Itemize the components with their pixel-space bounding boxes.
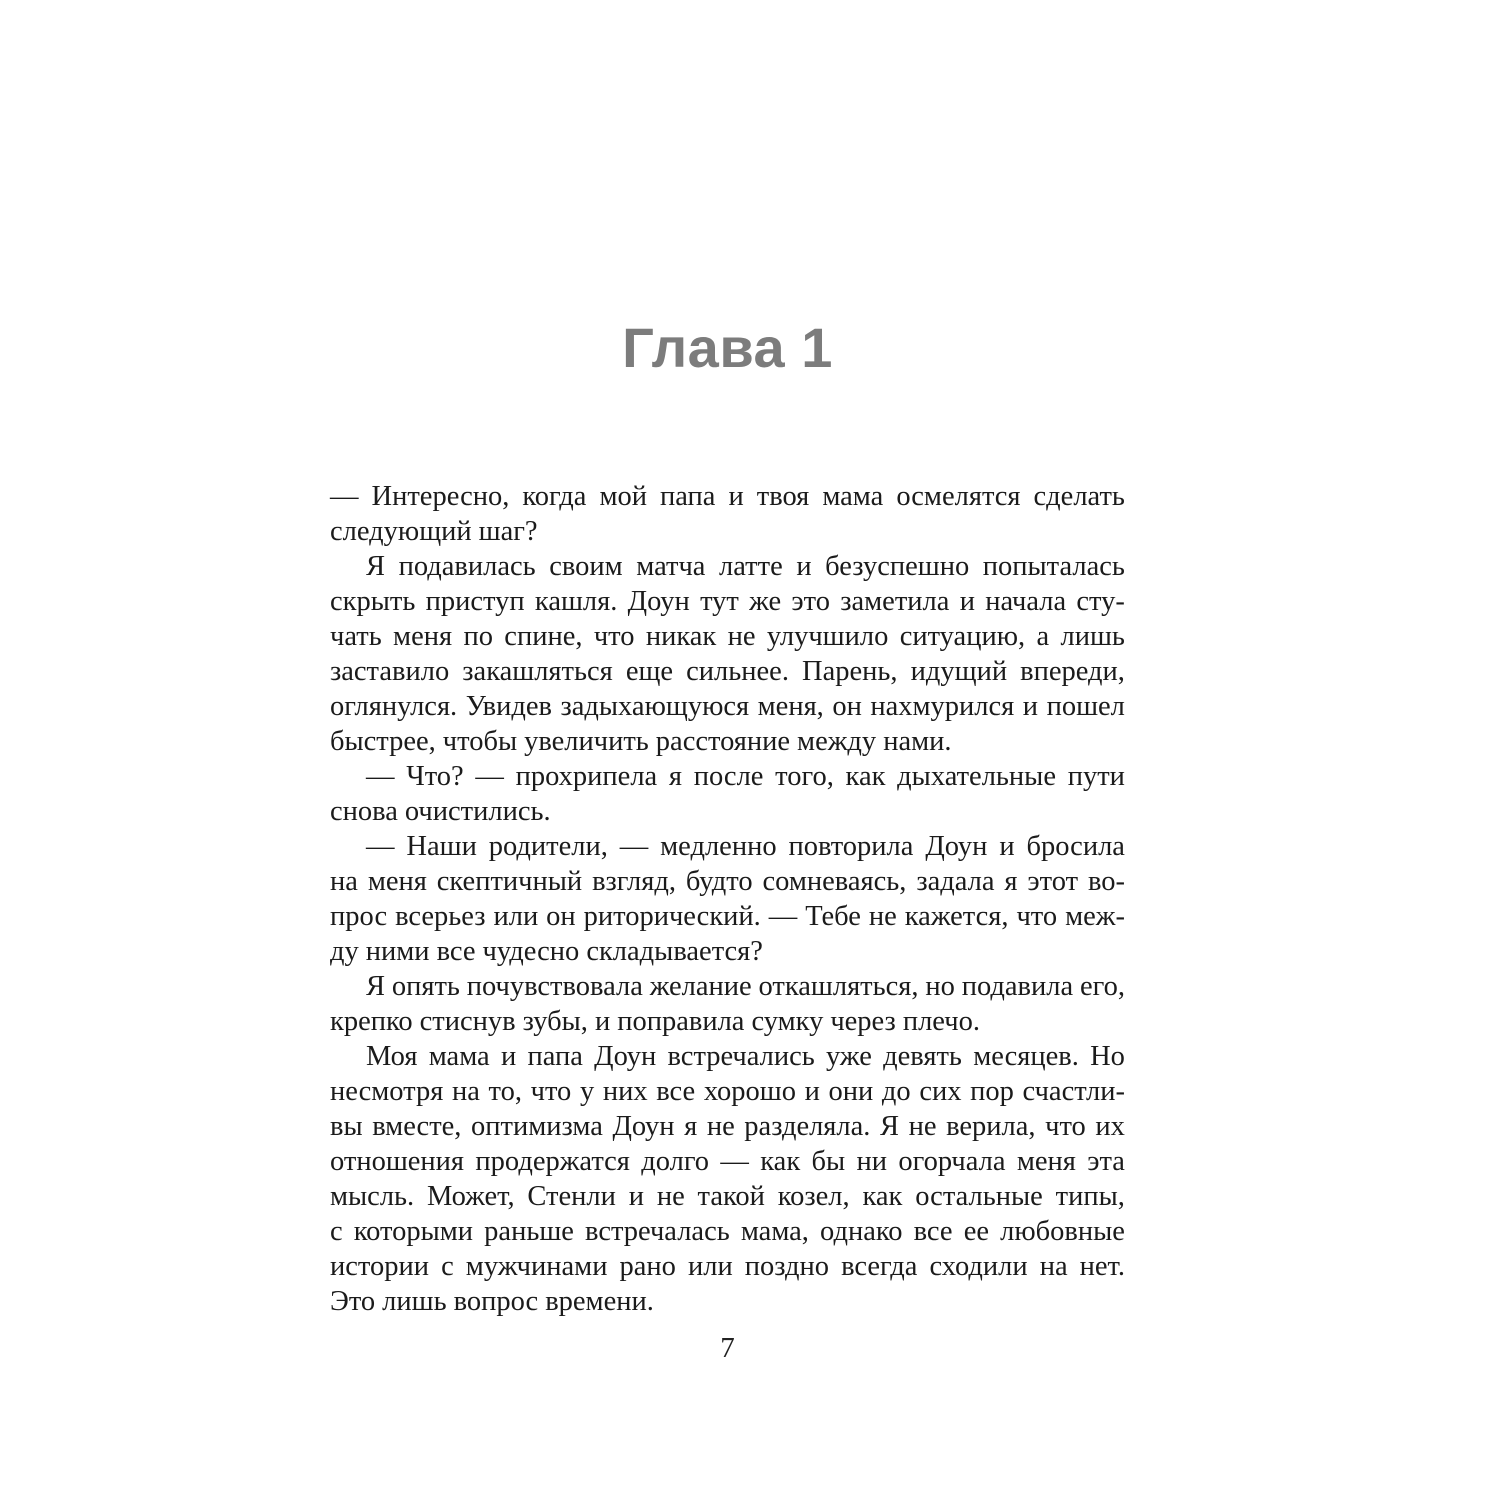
- text-line: следующий шаг?: [330, 516, 538, 547]
- text-line: истории с мужчинами рано или поздно всегда сходили на нет.: [330, 1251, 1125, 1282]
- text-line: оглянулся. Увидев задыхающуюся меня, он нахмурился и пошел: [330, 691, 1125, 722]
- text-line: заставило закашляться еще сильнее. Парень, идущий впереди,: [330, 656, 1125, 687]
- text-line: крепко стиснув зубы, и поправила сумку через плечо.: [330, 1006, 980, 1037]
- text-line: Я опять почувствовала желание откашляться, но подавила его,: [366, 971, 1125, 1002]
- text-line: ду ними все чудесно складывается?: [330, 936, 763, 967]
- text-line: отношения продержатся долго — как бы ни огорчала меня эта: [330, 1146, 1125, 1177]
- text-line: — Наши родители, — медленно повторила Доун и бросила: [366, 831, 1125, 862]
- text-line: снова очистились.: [330, 796, 551, 827]
- text-line: быстрее, чтобы увеличить расстояние между нами.: [330, 726, 952, 757]
- text-line: мысль. Может, Стенли и не такой козел, как остальные типы,: [330, 1181, 1125, 1212]
- text-line: Это лишь вопрос времени.: [330, 1286, 654, 1317]
- text-line: на меня скептичный взгляд, будто сомневаясь, задала я этот во-: [330, 866, 1125, 897]
- text-line: несмотря на то, что у них все хорошо и они до сих пор счастли-: [330, 1076, 1125, 1107]
- body-text: [330, 481, 1125, 1321]
- text-line: Я подавилась своим матча латте и безуспешно попыталась: [366, 551, 1125, 582]
- text-line: с которыми раньше встречалась мама, однако все ее любовные: [330, 1216, 1125, 1247]
- chapter-heading: Глава 1: [622, 316, 833, 379]
- text-line: чать меня по спине, что никак не улучшило ситуацию, а лишь: [330, 621, 1125, 652]
- text-line: — Интересно, когда мой папа и твоя мама осмелятся сделать: [330, 481, 1125, 512]
- text-line: прос всерьез или он риторический. — Тебе не кажется, что меж-: [330, 901, 1125, 932]
- text-line: скрыть приступ кашля. Доун тут же это заметила и начала сту-: [330, 586, 1125, 617]
- text-line: вы вместе, оптимизма Доун я не разделяла. Я не верила, что их: [330, 1111, 1125, 1142]
- text-line: — Что? — прохрипела я после того, как дыхательные пути: [366, 761, 1125, 792]
- text-line: Моя мама и папа Доун встречались уже девять месяцев. Но: [366, 1041, 1125, 1072]
- page-number: 7: [720, 1332, 735, 1364]
